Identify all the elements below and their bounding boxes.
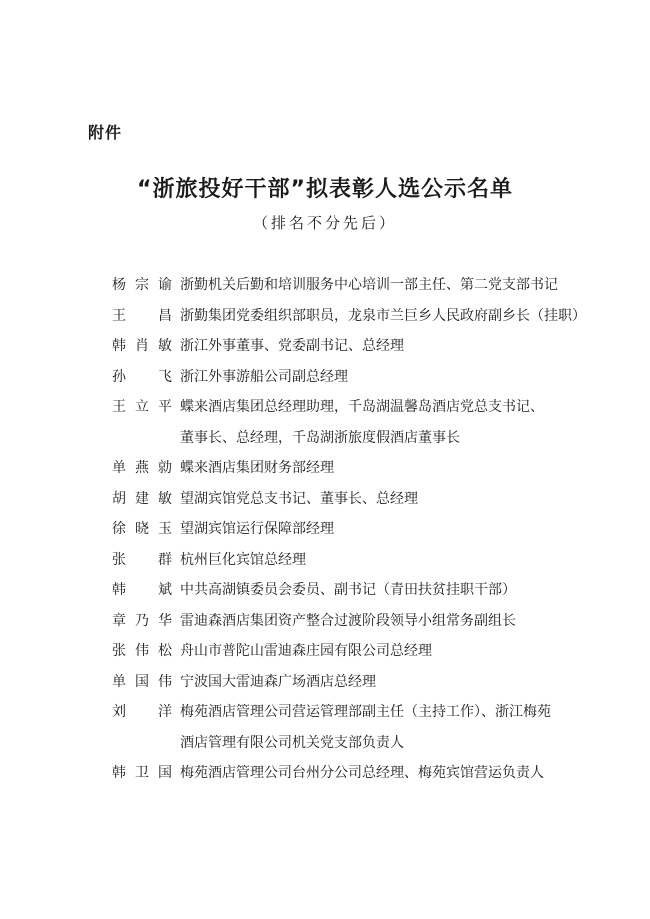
candidate-entry [0, 392, 650, 453]
candidate-entry [0, 331, 650, 362]
candidate-entry [0, 575, 650, 606]
candidate-entry [0, 545, 650, 576]
candidate-name: 王 昌 [112, 307, 172, 324]
candidate-entry [0, 606, 650, 637]
candidate-duty: 蝶来酒店集团总经理助理，千岛湖温馨岛酒店党总支书记、 董事长、总经理，千岛湖浙旅度假酒店董事长 [180, 399, 544, 446]
candidate-entry [0, 667, 650, 698]
candidate-name: 张 群 [112, 551, 172, 568]
document-subtitle: （排名不分先后） [252, 214, 397, 232]
candidate-name: 胡建敏 [112, 490, 172, 507]
candidate-duty: 浙勤机关后勤和培训服务中心培训一部主任、第二党支部书记 [180, 277, 558, 293]
candidate-entry [0, 453, 650, 484]
candidate-duty: 中共高湖镇委员会委员、副书记（青田扶贫挂职干部） [180, 582, 516, 598]
candidate-duty: 宁波国大雷迪森广场酒店总经理 [180, 673, 376, 690]
candidate-name: 章乃华 [112, 612, 172, 629]
candidate-entry [0, 484, 650, 515]
candidate-duty: 舟山市普陀山雷迪森庄园有限公司总经理 [180, 643, 432, 659]
candidate-name: 韩 斌 [112, 582, 172, 598]
document-title: “浙旅投好干部”拟表彰人选公示名单 [137, 177, 513, 202]
candidate-name: 张伟松 [112, 643, 172, 659]
candidate-entry [0, 636, 650, 667]
candidate-name: 王立平 [112, 399, 172, 415]
candidate-duty: 望湖宾馆运行保障部经理 [180, 521, 334, 537]
candidate-name: 徐晓玉 [112, 521, 172, 537]
candidate-duty: 浙江外事游船公司副总经理 [180, 368, 348, 385]
candidate-duty: 蝶来酒店集团财务部经理 [180, 460, 334, 476]
candidate-duty: 梅苑酒店管理公司营运管理部副主任（主持工作）、浙江梅苑 酒店管理有限公司机关党支部负责人 [180, 704, 551, 751]
candidate-entry [0, 301, 650, 332]
candidate-entry [0, 362, 650, 393]
candidate-name: 韩肖敏 [112, 338, 172, 354]
candidate-name: 单燕勍 [112, 460, 172, 476]
candidate-duty: 梅苑酒店管理公司台州分公司总经理、梅苑宾馆营运负责人 [180, 765, 544, 781]
candidate-duty: 杭州巨化宾馆总经理 [180, 551, 306, 568]
candidate-name: 孙 飞 [112, 368, 172, 385]
candidate-entry [0, 514, 650, 545]
candidate-name: 刘 洋 [112, 704, 172, 720]
candidate-entry [0, 697, 650, 758]
candidate-duty: 浙勤集团党委组织部职员，龙泉市兰巨乡人民政府副乡长（挂职） [180, 307, 586, 324]
candidate-duty: 雷迪森酒店集团资产整合过渡阶段领导小组常务副组长 [180, 612, 516, 629]
candidate-name: 单国伟 [112, 673, 172, 690]
candidate-name: 韩卫国 [112, 765, 172, 781]
candidate-name: 杨宗谕 [112, 277, 172, 293]
candidate-duty: 望湖宾馆党总支书记、董事长、总经理 [180, 490, 418, 507]
candidate-duty: 浙江外事董事、党委副书记、总经理 [180, 338, 404, 354]
candidate-entry [0, 758, 650, 789]
candidate-entry [0, 270, 650, 301]
candidate-list [0, 270, 650, 789]
attachment-label: 附件 [88, 123, 123, 142]
